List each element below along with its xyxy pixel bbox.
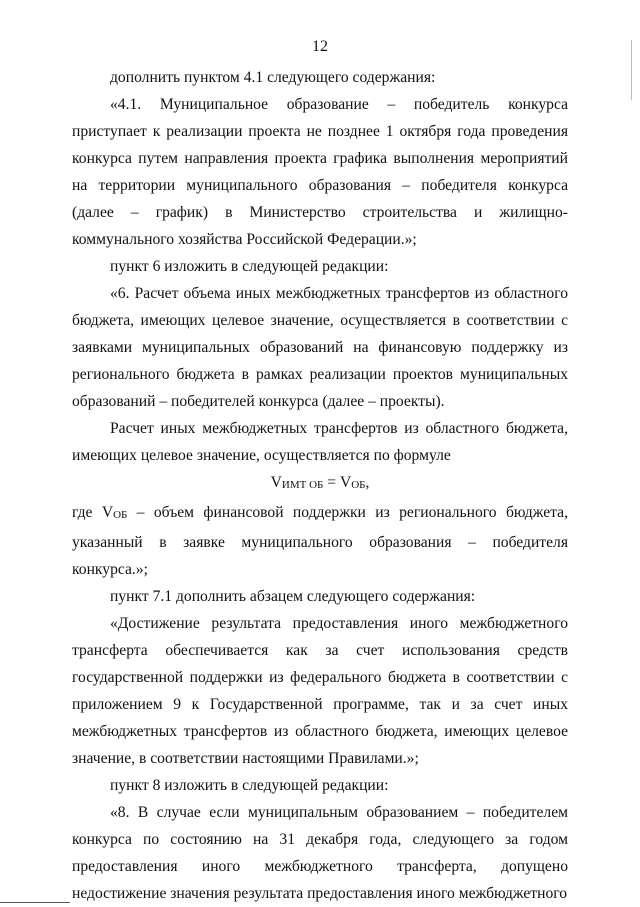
paragraph-intro-7-1: пункт 7.1 дополнить абзацем следующего содержания: <box>110 588 476 605</box>
paragraph-formula-intro: Расчет иных межбюджетных трансфертов из областного бюджета, имеющих целевое значение, осуществляется по формуле <box>72 420 568 464</box>
formula-lhs-v: V <box>270 474 282 491</box>
paragraph-formula-definition <box>72 499 568 583</box>
formula-rhs-subscript: ОБ <box>351 479 366 491</box>
paragraph-clause-6: «6. Расчет объема иных межбюджетных трансфертов из областного бюджета, имеющих целевое значение, осуществляется в соответствии с заявками муниципальных образований на финансовую поддержку из регионального бюджета в рамках реализации проектов муниципальных образований – победителей конкурса (далее – проекты). <box>72 285 568 410</box>
paragraph-intro-4-1: дополнить пунктом 4.1 следующего содержания: <box>110 69 436 86</box>
formula <box>72 469 568 499</box>
document-body <box>72 64 568 907</box>
paragraph-clause-8: «8. В случае если муниципальным образованием – победителем конкурса по состоянию на 31 декабря года, следующего за годом предоставления иного межбюджетного трансферта, допущено недостижение значения результата предоставления иного межбюджетного <box>72 804 568 902</box>
paragraph-intro-6: пункт 6 изложить в следующей редакции: <box>110 258 389 275</box>
definition-subscript: ОБ <box>113 509 128 521</box>
formula-lhs-subscript: ИМТ ОБ <box>281 479 324 491</box>
formula-equals: = <box>323 474 340 491</box>
paragraph-intro-8: пункт 8 изложить в следующей редакции: <box>110 777 389 794</box>
formula-rhs-v: V <box>339 474 352 491</box>
formula-tail: , <box>365 474 370 491</box>
definition-rest: – объем финансовой поддержки из регионального бюджета, указанный в заявке муниципального образования – победителя конкурса.»; <box>72 504 568 578</box>
scan-artifact-edge <box>631 40 632 100</box>
definition-prefix: где V <box>72 504 114 521</box>
scan-artifact-line <box>0 902 70 903</box>
page-number: 12 <box>312 38 328 55</box>
paragraph-clause-7-1: «Достижение результата предоставления иного межбюджетного трансферта обеспечивается как за счет использования средств государственной поддержки из федерального бюджета в соответствии с приложением 9 к Государственной программе, так и за счет иных межбюджетных трансфертов из областного бюджета, имеющих целевое значение, в соответствии настоящими Правилами.»; <box>72 615 568 767</box>
paragraph-clause-4-1: «4.1. Муниципальное образование – победитель конкурса приступает к реализации проекта не позднее 1 октября года проведения конкурса путем направления проекта графика выполнения мероприятий на территории муниципального образования – победителя конкурса (далее – график) в Министерство строительства и жилищно-коммунального хозяйства Российской Федерации.»; <box>72 96 568 248</box>
